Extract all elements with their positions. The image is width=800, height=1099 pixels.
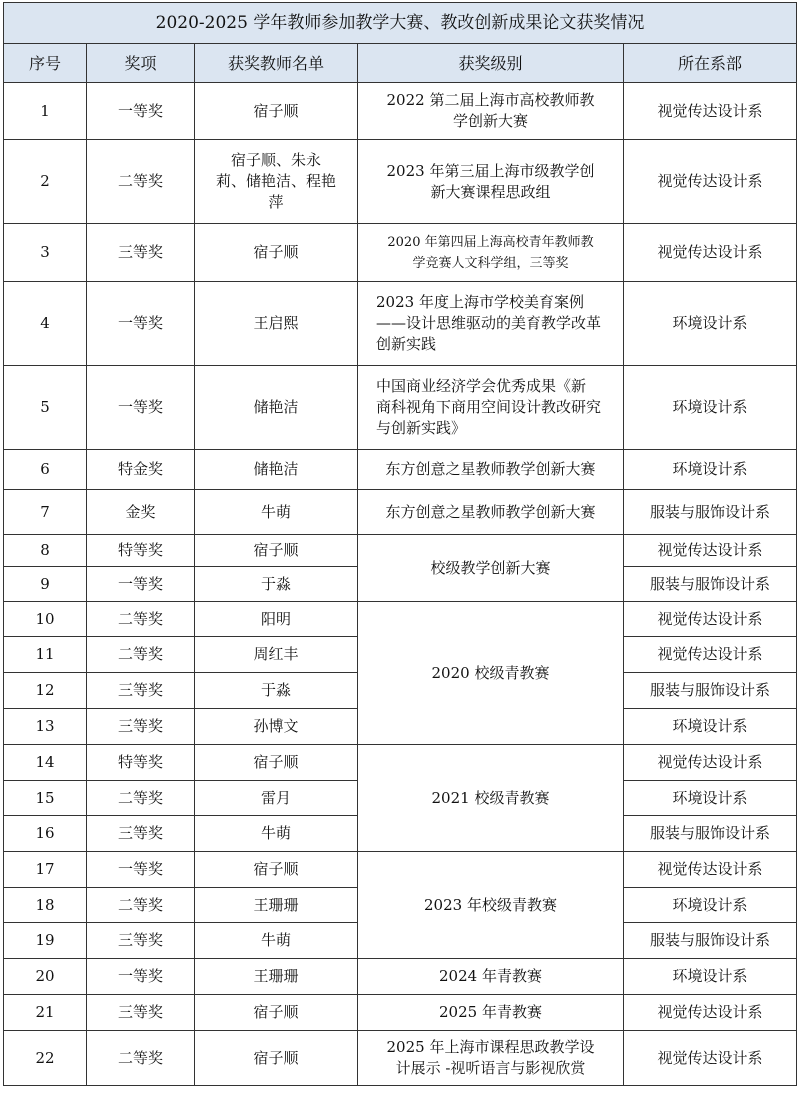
table-row <box>4 535 797 567</box>
dept-cell: 视觉传达设计系 <box>624 1031 797 1086</box>
dept-cell: 环境设计系 <box>624 888 797 923</box>
teacher-cell: 阳明 <box>195 602 358 637</box>
award-cell: 三等奖 <box>87 995 195 1031</box>
award-cell: 特等奖 <box>87 535 195 567</box>
table-row <box>4 140 797 224</box>
dept-cell: 服装与服饰设计系 <box>624 490 797 535</box>
dept-cell: 视觉传达设计系 <box>624 224 797 282</box>
row-number: 20 <box>4 959 87 995</box>
teacher-cell: 孙博文 <box>195 709 358 745</box>
level-cell: 2020 校级青教赛 <box>358 602 624 745</box>
row-number: 13 <box>4 709 87 745</box>
teacher-cell: 于淼 <box>195 673 358 709</box>
row-number: 22 <box>4 1031 87 1086</box>
dept-cell: 服装与服饰设计系 <box>624 673 797 709</box>
level-cell: 2024 年青教赛 <box>358 959 624 995</box>
row-number: 8 <box>4 535 87 567</box>
award-cell: 三等奖 <box>87 673 195 709</box>
dept-cell: 视觉传达设计系 <box>624 83 797 140</box>
header-no: 序号 <box>4 44 87 83</box>
table-row <box>4 282 797 366</box>
dept-cell: 视觉传达设计系 <box>624 637 797 673</box>
awards-table <box>3 2 797 1086</box>
table-row <box>4 959 797 995</box>
dept-cell: 环境设计系 <box>624 709 797 745</box>
dept-cell: 视觉传达设计系 <box>624 535 797 567</box>
table-row <box>4 83 797 140</box>
teacher-cell: 宿子顺 <box>195 83 358 140</box>
award-cell: 一等奖 <box>87 852 195 888</box>
row-number: 18 <box>4 888 87 923</box>
header-level: 获奖级别 <box>358 44 624 83</box>
teacher-cell: 雷月 <box>195 781 358 816</box>
dept-cell: 视觉传达设计系 <box>624 852 797 888</box>
award-cell: 一等奖 <box>87 282 195 366</box>
level-cell: 东方创意之星教师教学创新大赛 <box>358 490 624 535</box>
award-cell: 一等奖 <box>87 567 195 602</box>
table-row <box>4 995 797 1031</box>
table-title: 2020-2025 学年教师参加教学大赛、教改创新成果论文获奖情况 <box>4 3 797 44</box>
teacher-cell: 宿子顺、朱永 莉、储艳洁、程艳 萍 <box>195 140 358 224</box>
row-number: 10 <box>4 602 87 637</box>
dept-cell: 视觉传达设计系 <box>624 995 797 1031</box>
level-cell: 2025 年上海市课程思政教学设 计展示 -视听语言与影视欣赏 <box>358 1031 624 1086</box>
teacher-cell: 牛萌 <box>195 490 358 535</box>
row-number: 14 <box>4 745 87 781</box>
row-number: 21 <box>4 995 87 1031</box>
award-cell: 二等奖 <box>87 140 195 224</box>
dept-cell: 服装与服饰设计系 <box>624 567 797 602</box>
dept-cell: 环境设计系 <box>624 781 797 816</box>
award-cell: 三等奖 <box>87 923 195 959</box>
teacher-cell: 宿子顺 <box>195 224 358 282</box>
level-cell: 中国商业经济学会优秀成果《新 商科视角下商用空间设计教改研究 与创新实践》 <box>358 366 624 450</box>
dept-cell: 服装与服饰设计系 <box>624 923 797 959</box>
award-cell: 一等奖 <box>87 959 195 995</box>
row-number: 11 <box>4 637 87 673</box>
table-row <box>4 852 797 888</box>
award-cell: 特等奖 <box>87 745 195 781</box>
row-number: 5 <box>4 366 87 450</box>
teacher-cell: 宿子顺 <box>195 1031 358 1086</box>
dept-cell: 环境设计系 <box>624 959 797 995</box>
dept-cell: 视觉传达设计系 <box>624 140 797 224</box>
dept-cell: 环境设计系 <box>624 282 797 366</box>
row-number: 15 <box>4 781 87 816</box>
level-cell: 2023 年校级青教赛 <box>358 852 624 959</box>
header-teacher: 获奖教师名单 <box>195 44 358 83</box>
teacher-cell: 宿子顺 <box>195 995 358 1031</box>
level-cell: 2023 年第三届上海市级教学创 新大赛课程思政组 <box>358 140 624 224</box>
header-award: 奖项 <box>87 44 195 83</box>
award-cell: 二等奖 <box>87 888 195 923</box>
row-number: 9 <box>4 567 87 602</box>
dept-cell: 环境设计系 <box>624 450 797 490</box>
header-row <box>4 44 797 83</box>
row-number: 17 <box>4 852 87 888</box>
teacher-cell: 王珊珊 <box>195 959 358 995</box>
level-cell: 2020 年第四届上海高校青年教师教 学竞赛人文科学组，三等奖 <box>358 224 624 282</box>
award-cell: 二等奖 <box>87 602 195 637</box>
level-cell: 校级教学创新大赛 <box>358 535 624 602</box>
award-cell: 一等奖 <box>87 83 195 140</box>
table-row <box>4 490 797 535</box>
row-number: 1 <box>4 83 87 140</box>
teacher-cell: 宿子顺 <box>195 745 358 781</box>
award-cell: 三等奖 <box>87 816 195 852</box>
teacher-cell: 牛萌 <box>195 923 358 959</box>
dept-cell: 环境设计系 <box>624 366 797 450</box>
level-cell: 2023 年度上海市学校美育案例 ——设计思维驱动的美育教学改革 创新实践 <box>358 282 624 366</box>
award-cell: 三等奖 <box>87 709 195 745</box>
level-cell: 2021 校级青教赛 <box>358 745 624 852</box>
table-row <box>4 602 797 637</box>
table-row <box>4 450 797 490</box>
award-cell: 三等奖 <box>87 224 195 282</box>
teacher-cell: 于淼 <box>195 567 358 602</box>
row-number: 4 <box>4 282 87 366</box>
award-cell: 二等奖 <box>87 637 195 673</box>
award-cell: 一等奖 <box>87 366 195 450</box>
level-cell: 2022 第二届上海市高校教师教 学创新大赛 <box>358 83 624 140</box>
award-cell: 二等奖 <box>87 1031 195 1086</box>
row-number: 2 <box>4 140 87 224</box>
table-row <box>4 366 797 450</box>
teacher-cell: 周红丰 <box>195 637 358 673</box>
level-cell: 东方创意之星教师教学创新大赛 <box>358 450 624 490</box>
teacher-cell: 宿子顺 <box>195 852 358 888</box>
row-number: 6 <box>4 450 87 490</box>
table-row <box>4 745 797 781</box>
row-number: 16 <box>4 816 87 852</box>
teacher-cell: 王启熙 <box>195 282 358 366</box>
teacher-cell: 牛萌 <box>195 816 358 852</box>
table-row <box>4 1031 797 1086</box>
award-cell: 二等奖 <box>87 781 195 816</box>
row-number: 7 <box>4 490 87 535</box>
teacher-cell: 王珊珊 <box>195 888 358 923</box>
level-cell: 2025 年青教赛 <box>358 995 624 1031</box>
teacher-cell: 储艳洁 <box>195 450 358 490</box>
award-cell: 金奖 <box>87 490 195 535</box>
award-cell: 特金奖 <box>87 450 195 490</box>
title-row <box>4 3 797 44</box>
dept-cell: 视觉传达设计系 <box>624 745 797 781</box>
header-dept: 所在系部 <box>624 44 797 83</box>
row-number: 12 <box>4 673 87 709</box>
row-number: 19 <box>4 923 87 959</box>
row-number: 3 <box>4 224 87 282</box>
teacher-cell: 储艳洁 <box>195 366 358 450</box>
dept-cell: 视觉传达设计系 <box>624 602 797 637</box>
dept-cell: 服装与服饰设计系 <box>624 816 797 852</box>
table-row <box>4 224 797 282</box>
teacher-cell: 宿子顺 <box>195 535 358 567</box>
